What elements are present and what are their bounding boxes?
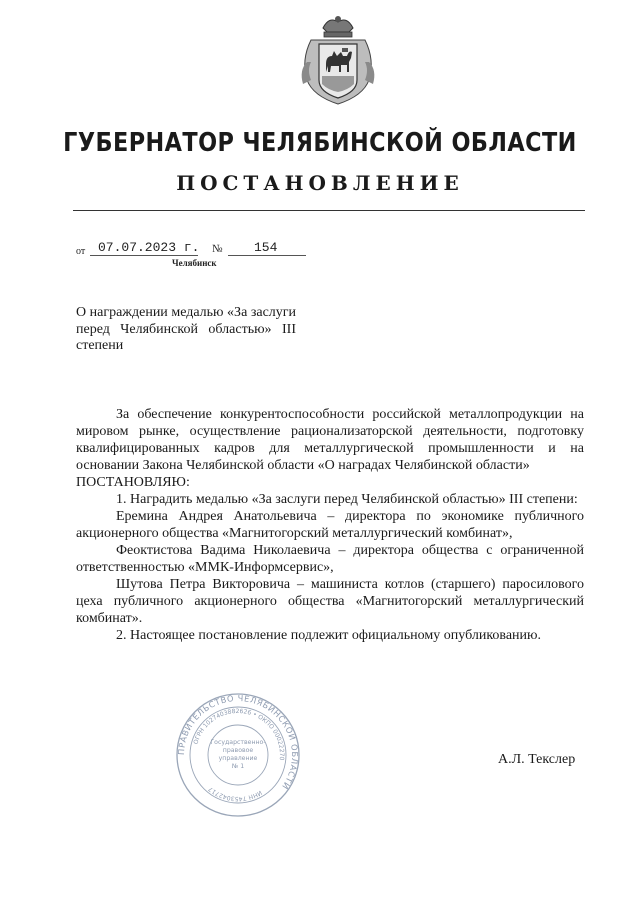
seal-outer-text: ПРАВИТЕЛЬСТВО ЧЕЛЯБИНСКОЙ ОБЛАСТИ <box>175 692 301 792</box>
chelyabinsk-coat-of-arms-icon <box>293 10 383 110</box>
header-divider <box>73 210 585 211</box>
resolve-keyword: ПОСТАНОВЛЯЮ: <box>76 475 190 490</box>
number-underline <box>228 255 306 256</box>
svg-text:ИНН 7453042717 <box>207 785 263 802</box>
number-sign-label: № <box>212 243 223 255</box>
decree-number: 154 <box>254 240 278 255</box>
decree-subject: О награждении медалью «За заслуги перед Челябинской областью» III степени <box>76 305 296 353</box>
signatory-name: А.Л. Текслер <box>498 752 576 767</box>
award-item-1: 1. Наградить медалью «За заслуги перед Челябинской областью» III степени: <box>116 492 578 507</box>
official-seal-stamp <box>175 692 301 818</box>
seal-inn-text: ИНН 7453042717 <box>207 785 263 803</box>
seal-center-line-1: Государственно- <box>210 739 266 746</box>
date-from-label: от <box>76 246 86 257</box>
awardee-shutov: Шутова Петра Викторовича – машиниста котлов (старшего) паросилового цеха публичного акционерного общества «Магнитогорский металлургический комбинат». <box>76 577 584 626</box>
awardee-feoktistov: Феоктистова Вадима Николаевича – директора общества с ограниченной ответственностью «ММК-Информсервис», <box>76 543 584 575</box>
decree-body <box>76 406 584 644</box>
seal-center-line-3: управление <box>218 755 258 762</box>
preamble-paragraph: За обеспечение конкурентоспособности российской металлопродукции на мировом рынке, осуществление рационализаторской деятельности, подготовку квалифицированных кадров для металлургической промышленности и на основании Закона Челябинской области «О наградах Челябинской области» <box>76 407 584 473</box>
document-type-heading: ПОСТАНОВЛЕНИЕ <box>176 171 464 195</box>
governor-title: ГУБЕРНАТОР ЧЕЛЯБИНСКОЙ ОБЛАСТИ <box>63 128 577 158</box>
date-underline <box>90 255 198 256</box>
publication-item-2: 2. Настоящее постановление подлежит официальному опубликованию. <box>116 628 541 643</box>
seal-ids-text: ОГРН 1027403882626 • ОКПО 00022270 <box>192 707 286 761</box>
seal-center-line-4: № 1 <box>231 763 245 770</box>
city-label: Челябинск <box>172 258 217 268</box>
awardee-eremin: Еремина Андрея Анатольевича – директора по экономике публичного акционерного общества «Магнитогорский металлургический комбинат», <box>76 509 584 541</box>
seal-center-line-2: правовое <box>222 747 254 754</box>
decree-date: 07.07.2023 г. <box>98 240 200 255</box>
